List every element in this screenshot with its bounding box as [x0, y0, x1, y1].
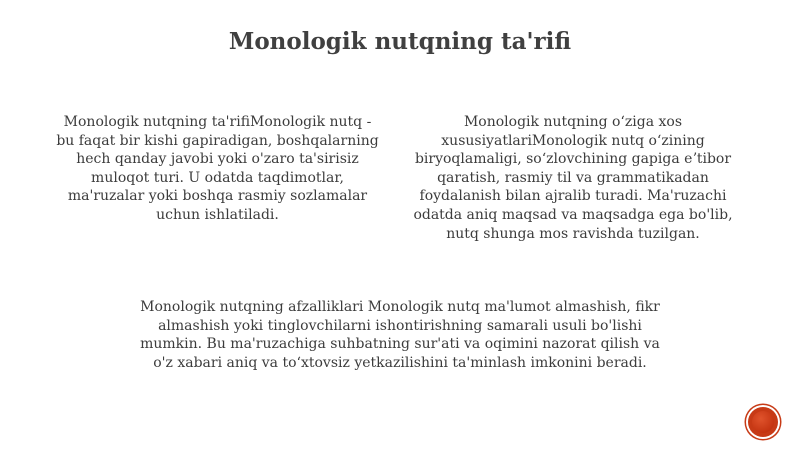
- slide-title: Monologik nutqning ta'rifi: [228, 28, 572, 55]
- definition-text-block: Monologik nutqning ta'rifiMonologik nutq - bu faqat bir kishi gapiradigan, boshqalarning hech qanday javobi yoki o'zaro ta'sirisiz muloqot turi. U odatda taqdimotlar, ma'ruzalar yoki boshqa rasmiy sozlamalar uchun ishlatiladi.: [56, 114, 379, 223]
- circle-nav-icon-inner: [752, 411, 774, 433]
- advantages-text-block: Monologik nutqning afzalliklari Monologik nutq ma'lumot almashish, fikr almashish yoki tinglovchilarni ishontirishning samarali usuli bo'lishi mumkin. Bu ma'ruzachiga suhbatning sur'ati va oqimini nazorat qilish va o'z xabari aniq va toʻxtovsiz yetkazilishini ta'minlash imkonini beradi.: [140, 299, 660, 371]
- circle-nav-icon[interactable]: [748, 407, 778, 437]
- features-text-block: Monologik nutqning oʻziga xos xususiyatlariMonologik nutq oʻzining biryoqlamaligi, soʻzlovchining gapiga eʼtibor qaratish, rasmiy til va grammatikadan foydalanish bilan ajralib turadi. Ma'ruzachi odatda aniq maqsad va maqsadga ega bo'lib, nutq shunga mos ravishda tuzilgan.: [413, 114, 733, 242]
